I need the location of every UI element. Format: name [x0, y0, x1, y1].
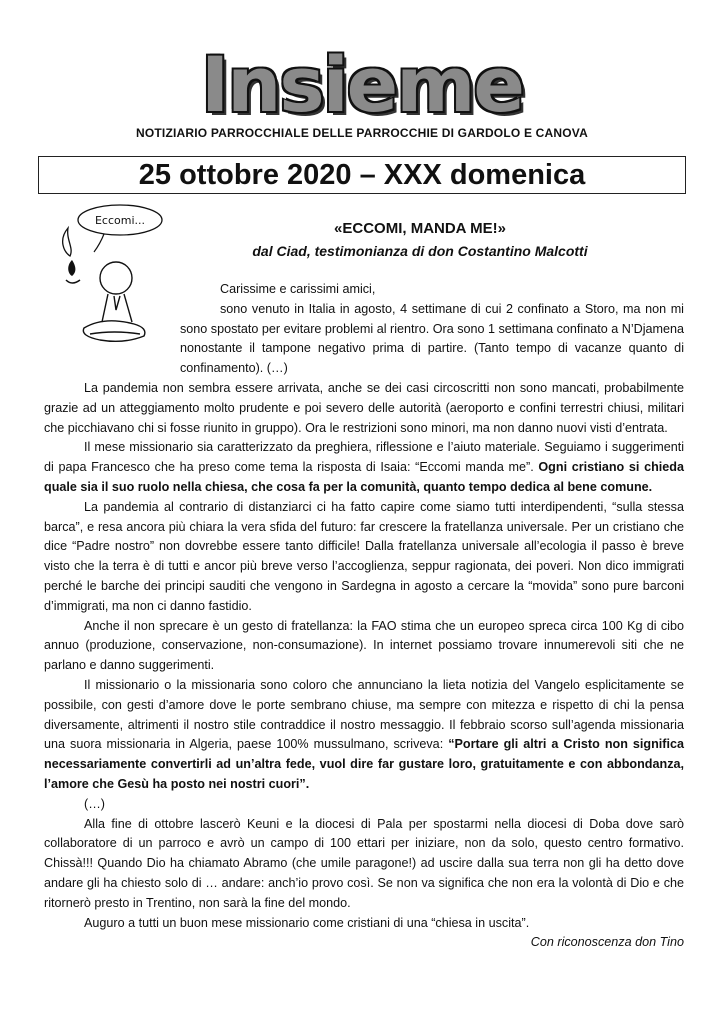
paragraph-missionary-text: Il missionario o la missionaria sono coloro che annunciano la lieta notizia del Vangelo esplicitamente se possibile, con gesti d’amore dove le porte sembrano chiuse, ma sempre con mitezza e rispetto di chi la pensa diversamente, altrimenti il nostro stile contraddice il nostro messaggio. Il febbraio scorso sull’agenda missionaria una suora missionaria in Algeria, paese 100% mussulmano, scriveva:: [44, 677, 684, 752]
paragraph-fraternity: La pandemia al contrario di distanziarci ci ha fatto capire come siamo tutti interdipendenti, “sulla stessa barca”, e resa ancora più chiara la vera sfida del futuro: far crescere la fratellanza universale. Per un cristiano che dice “Padre nostro” non dovrebbe essere tanto difficile! Dalla fratellanza universale all’ecologia il passo è breve visto che la terra è di tutti e ancor più breve verso l’accoglienza, seppur ragionata, dei poveri. Non dico immigrati perché le barche dei principi sauditi che vengono in Sardegna in agosto a cercare la “movida” sono pure barconi d’immigrati, ma non ci danno fastidio.: [44, 499, 684, 613]
signature: Con riconoscenza don Tino: [530, 935, 684, 950]
masthead-subtitle: NOTIZIARIO PARROCCHIALE DELLE PARROCCHIE DI GARDOLO E CANOVA: [135, 126, 588, 140]
paragraph-missionary-month: [44, 438, 684, 497]
ellipsis: (…): [84, 796, 105, 811]
article-title: «ECCOMI, MANDA ME!»: [334, 220, 506, 237]
article-subtitle: dal Ciad, testimonianza di don Costantino Malcotti: [252, 243, 588, 259]
paragraph-pandemic: La pandemia non sembra essere arrivata, anche se dei casi circoscritti non sono mancati, probabilmente grazie ad un atteggiamento molto prudente e poi severo delle autorità (aeroporto e confini terrestri chiusi, militari che picchiavano chi si fosse riunito in gruppo). Ora le restrizioni sono minori, ma non danno nuovi visti d’entrata.: [44, 380, 684, 435]
paragraph-wishes: Auguro a tutti un buon mese missionario come cristiani di una “chiesa in uscita”.: [84, 915, 530, 930]
article-body: [44, 280, 684, 953]
paragraph-missionary-quote: “Portare gli altri a Cristo non significa necessariamente convertirli ad un’altra fede, vuol dire far gustare loro, gratuitamente e con abbondanza, l’amore che Gesù ha posto nei nostri cuori”.: [44, 737, 684, 791]
speech-bubble-text: Eccomi...: [94, 214, 146, 227]
paragraph-missionary: [44, 676, 684, 795]
date-line: 25 ottobre 2020 – XXX domenica: [138, 159, 586, 191]
paragraph-future: Alla fine di ottobre lascerò Keuni e la diocesi di Pala per spostarmi nella diocesi di Doba dove sarò collaboratore di un parroco e avrò un campo di 100 ettari per iniziare, non da solo, questo centro formativo. Chissà!!! Quando Dio ha chiamato Abramo (che umile paragone!) ad uscire dalla sua terra non gli ha detto dove andare gli ha chiesto solo di … andare: anch’io provo così. Se non va significa che non era la volontà di Dio e che ritornerò presto in Trentino, non sarà la fine del mondo.: [44, 816, 684, 910]
paragraph-missionary-month-text: Il mese missionario sia caratterizzato da preghiera, riflessione e l’aiuto materiale. Seguiamo i suggerimenti di papa Francesco che ha preso come tema la risposta di Isaia: “Eccomi manda me”.: [44, 440, 684, 475]
masthead: [0, 40, 724, 140]
paragraph-missionary-month-bold: Ogni cristiano si chieda quale sia il suo ruolo nella chiesa, che cosa fa per la comunità, quanto tempo dedica al bene comune.: [44, 460, 684, 494]
paragraph-waste: Anche il non sprecare è un gesto di fratellanza: la FAO stima che un europeo spreca circa 100 Kg di cibo annuo (produzione, conservazione, non-consumazione). In internet possiamo trovare innumerevoli siti che ne parlano e danno suggerimenti.: [44, 618, 684, 673]
date-banner: [38, 156, 686, 194]
masthead-title: Insieme: [201, 40, 523, 129]
intro-paragraph: sono venuto in Italia in agosto, 4 settimane di cui 2 confinato a Storo, ma non mi sono spostato per evitare problemi al rientro. Ora sono 1 settimana confinato a N’Djamena nonostante il tampone negativo prima di partire. (Tanto tempo di vacanze quanto di confinamento). (…): [180, 301, 685, 376]
candle-flame-icon: [63, 228, 80, 283]
salutation: Carissime e carissimi amici,: [220, 282, 376, 296]
